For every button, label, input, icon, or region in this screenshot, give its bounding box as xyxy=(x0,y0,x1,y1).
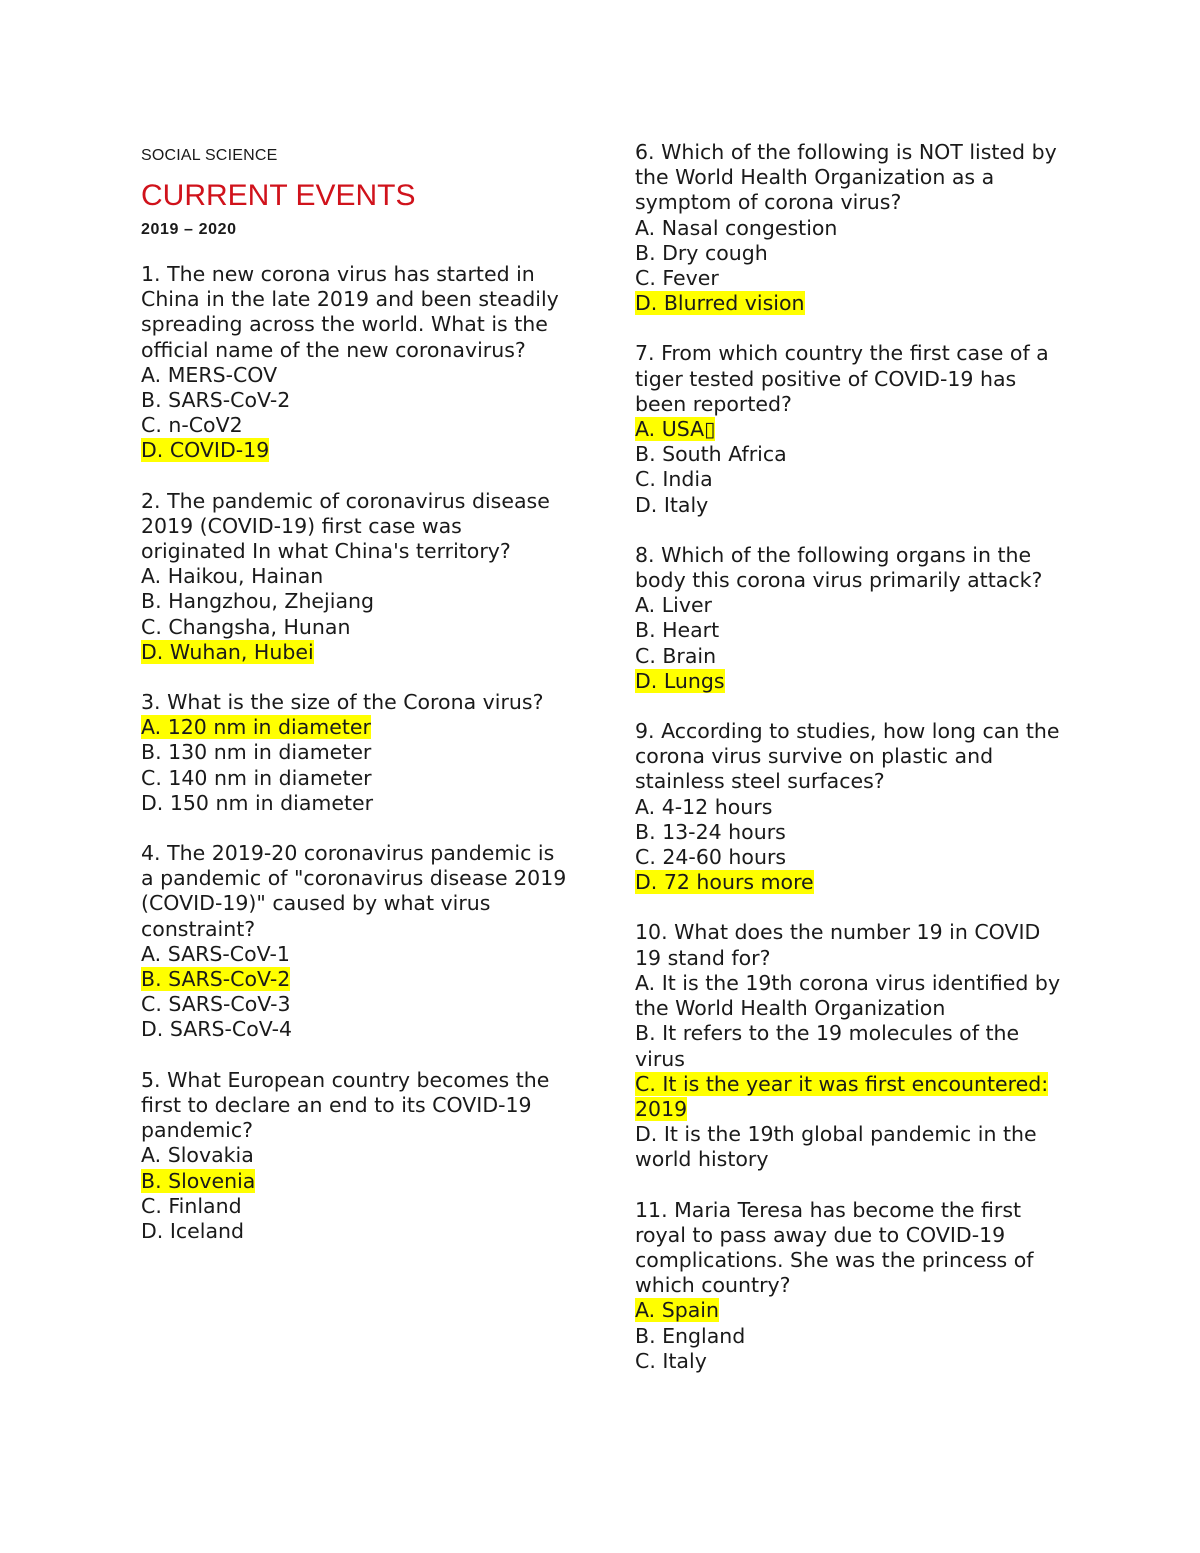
option-a: A. MERS-COV xyxy=(141,362,278,387)
option-d: D. SARS-CoV-4 xyxy=(141,1017,293,1042)
question-8 xyxy=(635,543,1070,694)
correct-answer-highlight: D. Blurred vision xyxy=(635,291,805,316)
option-c xyxy=(635,1072,1070,1122)
question-text: 10. What does the number 19 in COVID 19 stand for? xyxy=(635,920,1041,970)
question-text: 6. Which of the following is NOT listed by the World Health Organization as a symptom of corona virus? xyxy=(635,140,1057,215)
correct-answer-highlight: C. It is the year it was first encountered: 2019 xyxy=(635,1071,1049,1121)
option-b: B. 130 nm in diameter xyxy=(141,740,372,765)
option-d xyxy=(635,291,1070,316)
question-5 xyxy=(141,1068,571,1244)
question-text: 7. From which country the first case of a tiger tested positive of COVID-19 has been reported? xyxy=(635,341,1049,416)
option-b xyxy=(141,967,571,992)
option-c: C. Italy xyxy=(635,1348,707,1373)
option-a: A. 4-12 hours xyxy=(635,794,773,819)
option-c: C. Brain xyxy=(635,643,717,668)
option-d: D. It is the 19th global pandemic in the world history xyxy=(635,1122,1037,1172)
subject-heading: SOCIAL SCIENCE xyxy=(141,147,278,164)
option-a: A. Liver xyxy=(635,593,712,618)
question-3 xyxy=(141,690,571,816)
option-a xyxy=(141,715,571,740)
question-text: 3. What is the size of the Corona virus? xyxy=(141,690,544,715)
question-text: 5. What European country becomes the first to declare an end to its COVID-19 pandemic? xyxy=(141,1067,550,1143)
option-c: C. n-CoV2 xyxy=(141,413,243,438)
correct-answer-highlight: A. 120 nm in diameter xyxy=(141,715,371,740)
option-b: B. South Africa xyxy=(635,442,787,467)
question-4 xyxy=(141,841,571,1043)
option-b: B. SARS-CoV-2 xyxy=(141,388,291,413)
correct-answer-highlight: B. Slovenia xyxy=(141,1168,256,1193)
option-a: A. SARS-CoV-1 xyxy=(141,941,290,966)
correct-answer-highlight: D. Wuhan, Hubei xyxy=(141,639,314,664)
correct-answer-highlight: D. Lungs xyxy=(635,668,725,693)
option-c: C. Changsha, Hunan xyxy=(141,614,351,639)
question-7 xyxy=(635,341,1070,517)
question-10 xyxy=(635,920,1070,1172)
option-b: B. England xyxy=(635,1323,746,1348)
page-title: CURRENT EVENTS xyxy=(141,179,416,212)
option-a: A. Haikou, Hainan xyxy=(141,564,324,589)
option-c: C. Finland xyxy=(141,1193,242,1218)
left-column xyxy=(141,140,571,1269)
question-9 xyxy=(635,719,1070,895)
question-text: 4. The 2019-20 coronavirus pandemic is a pandemic of "coronavirus disease 2019 (COVID-19)" caused by what virus constraint? xyxy=(141,841,567,941)
option-c: C. Fever xyxy=(635,266,719,291)
correct-answer-highlight: A. Spain xyxy=(635,1298,719,1323)
question-text: 1. The new corona virus has started in China in the late 2019 and been steadily spreading across the world. What is the official name of the new coronavirus? xyxy=(141,262,559,362)
correct-answer-highlight: B. SARS-CoV-2 xyxy=(141,967,291,992)
right-column xyxy=(635,140,1070,1399)
option-a: A. Slovakia xyxy=(141,1143,254,1168)
option-b: B. Hangzhou, Zhejiang xyxy=(141,589,375,614)
question-text: 2. The pandemic of coronavirus disease 2019 (COVID-19) first case was originated In what China's territory? xyxy=(141,488,550,564)
question-2 xyxy=(141,489,571,665)
correct-answer-highlight: A. USA▯ xyxy=(635,417,716,442)
option-b: B. Heart xyxy=(635,618,720,643)
option-b: B. It refers to the 19 molecules of the virus xyxy=(635,1021,1020,1071)
option-d: D. Iceland xyxy=(141,1218,245,1243)
option-a: A. Nasal congestion xyxy=(635,215,838,240)
option-c: C. 24-60 hours xyxy=(635,845,787,870)
option-a xyxy=(635,417,1070,442)
option-b: B. 13-24 hours xyxy=(635,819,786,844)
option-d: D. 150 nm in diameter xyxy=(141,790,374,815)
option-b xyxy=(141,1169,571,1194)
option-d xyxy=(141,438,571,463)
question-1 xyxy=(141,262,571,464)
option-b: B. Dry cough xyxy=(635,240,768,265)
option-d: D. Italy xyxy=(635,492,709,517)
question-6 xyxy=(635,140,1070,316)
correct-answer-highlight: D. COVID-19 xyxy=(141,438,270,463)
option-a xyxy=(635,1298,1070,1323)
option-d xyxy=(635,870,1070,895)
option-c: C. SARS-CoV-3 xyxy=(141,992,291,1017)
question-text: 9. According to studies, how long can the corona virus survive on plastic and stainless steel surfaces? xyxy=(635,719,1060,794)
option-c: C. 140 nm in diameter xyxy=(141,765,372,790)
option-d xyxy=(635,669,1070,694)
option-a: A. It is the 19th corona virus identified by the World Health Organization xyxy=(635,970,1061,1021)
correct-answer-highlight: D. 72 hours more xyxy=(635,870,814,895)
question-text: 11. Maria Teresa has become the first royal to pass away due to COVID-19 complications. She was the princess of which country? xyxy=(635,1197,1034,1298)
option-c: C. India xyxy=(635,467,713,492)
year-range: 2019 – 2020 xyxy=(141,221,237,238)
question-text: 8. Which of the following organs in the body this corona virus primarily attack? xyxy=(635,542,1043,593)
option-d xyxy=(141,640,571,665)
question-11 xyxy=(635,1198,1070,1374)
